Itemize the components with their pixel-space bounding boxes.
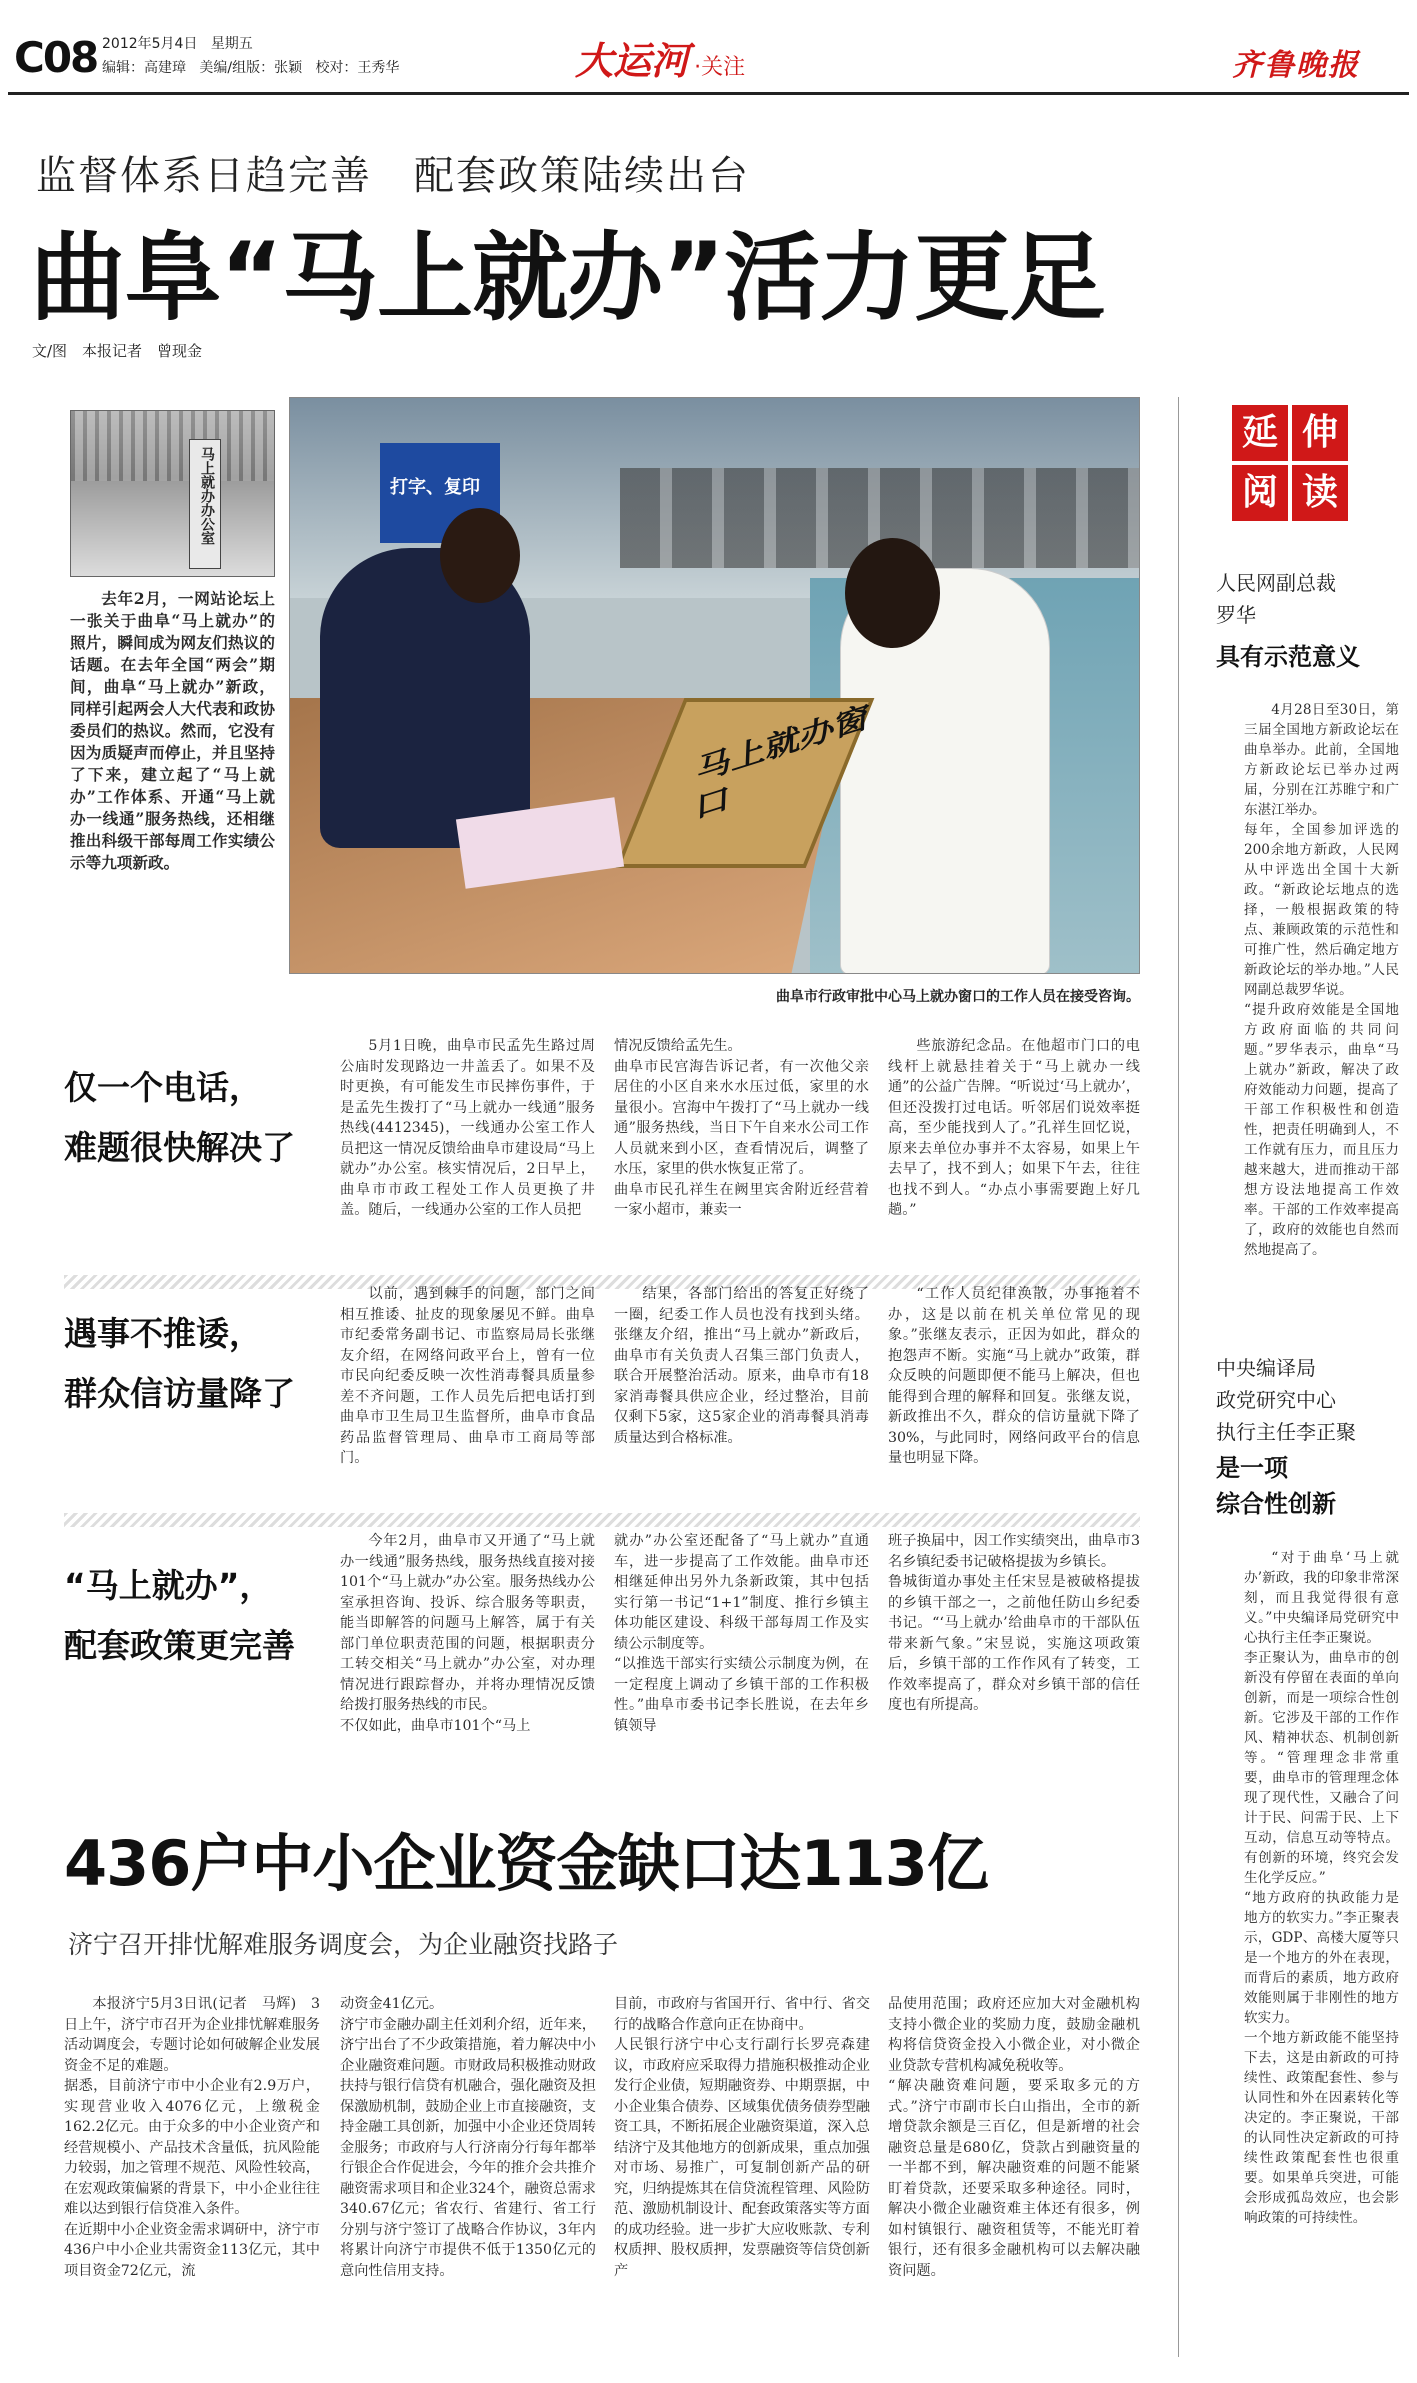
editor-credit: 编辑：高建璋: [102, 60, 186, 76]
section-brand-sub: ·关注: [694, 55, 746, 80]
tag-char-4: 读: [1292, 465, 1348, 521]
lead-intro: 去年2月，一网站论坛上一张关于曲阜“马上就办”的照片，瞬间成为网友们热议的话题。在去年全国“两会”期间，曲阜“马上就办”新政，同样引起两会人大代表和政协委员们的热议。然而，它没有因为质疑声而停止，并且坚持了下来，建立起了“马上就办”工作体系、开通“马上就办一线通”服务热线，还相继推出科级干部每周工作实绩公示等九项新政。: [70, 589, 275, 872]
weekday-text: 星期五: [210, 36, 253, 52]
photo-visitor-head: [845, 538, 940, 648]
section-heading-3: “马上就办”， 配套政策更完善: [64, 1566, 295, 1665]
sidebar-box2-title: 是一项 综合性创新: [1216, 1454, 1336, 1518]
inset-photo-plaque-text: 马上就办办公室: [199, 447, 215, 545]
article2-col-4: 品使用范围；政府还应加大对金融机构支持小微企业的奖励力度，鼓励金融机构将信贷资金投入小微企业，对小微企业贷款专营机构减免税收等。 “解决融资难问题，要采取多元的方式。”济宁市副市长白山指出，全市的新增贷款余额是三百亿，但是新增的社会融资总量是680亿，贷款占到融资量的一半都不到，解决融资难的问题不能紧盯着贷款，还要采取多种途径。同时，解决小微企业融资难主体还有很多，例如村镇银行、融资租赁等，不能光盯着银行，还有很多金融机构可以去解决融资问题。: [888, 1996, 1140, 2279]
article2-col-1: 本报济宁5月3日讯(记者 马辉) 3日上午，济宁市召开为企业排忧解难服务活动调度会，专题讨论如何破解企业发展资金不足的难题。 据悉，目前济宁市中小企业有2.9万户，实现营业收入4076亿元，上缴税金162.2亿元。由于众多的中小企业资产和经营规模小、产品技术含量低，抗风险能力较弱，加之管理不规范、风险性较高，在宏观政策偏紧的背景下，中小企业往往难以达到银行信贷准入条件。 在近期中小企业资金需求调研中，济宁市436户中小企业共需资金113亿元，其中项目资金72亿元，流: [64, 1996, 320, 2279]
section-2-col-1: 以前，遇到棘手的问题，部门之间相互推诿、扯皮的现象屡见不鲜。曲阜市纪委常务副书记、市监察局局长张继友介绍，在网络问政平台上，曾有一位市民向纪委反映一次性消毒餐具质量参差不齐问题，工作人员先后把电话打到曲阜市卫生局卫生监督所，曲阜市食品药品监督管理局、曲阜市工商局等部门。: [340, 1286, 595, 1466]
page-number: C08: [14, 33, 98, 82]
lead-byline: 文/图 本报记者 曾现金: [32, 342, 203, 360]
article2-subhead: 济宁召开排忧解难服务调度会，为企业融资找路子: [68, 1930, 619, 1959]
main-photo: [289, 397, 1140, 974]
sidebar-box1-title: 具有示范意义: [1216, 643, 1360, 671]
section-1-col-1: 5月1日晚，曲阜市民孟先生路过周公庙时发现路边一井盖丢了。如果不及时更换，有可能发生市民摔伤事件，于是孟先生拨打了“马上就办一线通”服务热线(4412345)，一线通办公室工作人员把这一情况反馈给曲阜市建设局“马上就办”办公室。核实情况后，2日早上，曲阜市市政工程处工作人员更换了井盖。随后，一线通办公室的工作人员把: [340, 1038, 595, 1218]
lead-headline: 曲阜“马上就办”活力更足: [30, 222, 1105, 334]
staff-credits: [102, 58, 399, 78]
date-text: 2012年5月4日: [102, 36, 198, 52]
section-divider-2: [64, 1513, 1140, 1527]
photo-sign-text: 马上就办窗口: [694, 697, 871, 827]
article2-col-3: 目前，市政府与省国开行、省中行、省交行的战略合作意向正在协商中。 人民银行济宁中心支行副行长罗亮森建议，市政府应采取得力措施积极推动企业发行企业债，短期融资券、中期票据，中小企业集合债券、区域集优债务债券型融资工具，不断拓展企业融资渠道，深入总结济宁及其他地方的创新成果，重点加强对市场、易推广，可复制创新产品的研究，归纳提炼其在信贷流程管理、风险防范、激励机制设计、配套政策落实等方面的成功经验。进一步扩大应收账款、专利权质押、股权质押，发票融资等信贷创新产: [614, 1996, 870, 2279]
section-3-col-1: 今年2月，曲阜市又开通了“马上就办一线通”服务热线，服务热线直接对接101个“马上就办”办公室。服务热线办公室承担咨询、投诉、综合服务等职责，能当即解答的问题马上解答，属于有关部门单位职责范围的问题，根据职责分工转交相关“马上就办”办公室，对办理情况进行跟踪督办，并将办理情况反馈给拨打服务热线的市民。 不仅如此，曲阜市101个“马上: [340, 1533, 595, 1734]
section-brand: [575, 30, 745, 85]
sidebar-box1-body: 4月28日至30日，第三届全国地方新政论坛在曲阜举办。此前，全国地方新政论坛已举办过两届，分别在江苏睢宁和广东湛江举办。 每年，全国参加评选的200余地方新政，人民网从中评选出全国十大新政。“新政论坛地点的选择，一般根据政策的特点、兼顾政策的示范性和可推广性，然后确定地方新政论坛的举办地。”人民网副总裁罗华说。 “提升政府效能是全国地方政府面临的共同问题。”罗华表示，曲阜“马上就办”新政，解决了政府效能动力问题，提高了干部工作积极性和创造性，把责任明确到人，不工作就有压力，而且压力越来越大，进而推动干部想方设法地提高工作效率。干部的工作效率提高了，政府的效能也自然而然地提高了。: [1244, 702, 1399, 1258]
section-3-col-2: 就办”办公室还配备了“马上就办”直通车，进一步提高了工作效能。曲阜市还相继延伸出另外九条新政策，其中包括实行第一书记“1+1”制度、推行乡镇主体功能区建设、科级干部每周工作及实绩公示制度等。 “以推选干部实行实绩公示制度为例，在一定程度上调动了乡镇干部的工作积极性。”曲阜市委书记李长胜说，在去年乡镇领导: [614, 1533, 869, 1734]
sidebar-box1-org: 人民网副总裁: [1216, 571, 1336, 595]
sidebar-box2-body: “对于曲阜‘马上就办’新政，我的印象非常深刻，而且我觉得很有意义。”中央编译局党研究中心执行主任李正聚说。 李正聚认为，曲阜市的创新没有停留在表面的单向创新，而是一项综合性创新。它涉及干部的工作作风、精神状态、机制创新等。“管理理念非常重要，曲阜市的管理理念体现了现代性，又融合了问计于民、问需于民、上下互动，信息互动等特点。有创新的环境，终究会发生化学反应。” “地方政府的执政能力是地方的软实力。”李正聚表示，GDP、高楼大厦等只是一个地方的外在表现，而背后的素质，地方政府效能则属于非刚性的地方软实力。 一个地方新政能不能坚持下去，这是由新政的可持续性、政策配套性、参与认同性和外在因素转化等决定的。李正聚说，干部的认同性决定新政的可持续性政策配套性也很重要。如果单兵突进，可能会形成孤岛效应，也会影响政策的可持续性。: [1244, 1550, 1399, 2226]
section-heading-1: 仅一个电话， 难题很快解决了: [64, 1068, 295, 1167]
section-1-col-2: 情况反馈给孟先生。 曲阜市民宫海告诉记者，有一次他父亲居住的小区自来水水压过低，家里的水量很小。宫海中午拨打了“马上就办一线通”服务热线，当日下午自来水公司工作人员就来到小区，查看情况后，调整了水压，家里的供水恢复正常了。 曲阜市民孔祥生在阙里宾舍附近经营着一家小超市，兼卖一: [614, 1038, 869, 1218]
lead-kicker: 监督体系日趋完善 配套政策陆续出台: [36, 153, 750, 199]
section-3-col-3: 班子换届中，因工作实绩突出，曲阜市3名乡镇纪委书记破格提拔为乡镇长。 鲁城街道办事处主任宋昱是被破格提拔的乡镇干部之一，之前他任防山乡纪委书记。“‘马上就办’给曲阜市的干部队伍带来新气象。”宋昱说，实施这项政策后，乡镇干部的工作作风有了转变，工作效率提高了，群众对乡镇干部的信任度也有所提高。: [888, 1533, 1140, 1713]
proof-credit: 校对：王秀华: [315, 60, 400, 76]
tag-char-3: 阅: [1232, 465, 1288, 521]
section-2-col-3: “工作人员纪律涣散，办事拖着不办，这是以前在机关单位常见的现象。”张继友表示，正因为如此，群众的抱怨声不断。实施“马上就办”政策，群众反映的问题即便不能马上解决，但也能得到合理的解释和回复。张继友说，新政推出不久，群众的信访量就下降了30%，与此同时，网络问政平台的信息量也明显下降。: [888, 1286, 1140, 1466]
photo-clerk-head: [440, 508, 520, 603]
section-brand-name: 大运河: [575, 38, 690, 83]
photo-board-text: 打字、复印: [390, 477, 480, 498]
sidebar-box2-org: 中央编译局 政党研究中心 执行主任李正聚: [1216, 1356, 1356, 1444]
section-2-col-2: 结果，各部门给出的答复正好绕了一圈，纪委工作人员也没有找到头绪。张继友介绍，推出“马上就办”新政后，曲阜市有关负责人召集三部门负责人，联合开展整治活动。原来，曲阜市有18家消毒餐具供应企业，经过整治，目前仅剩下5家，这5家企业的消毒餐具消毒质量达到合格标准。: [614, 1286, 869, 1446]
photo-caption: 曲阜市行政审批中心马上就办窗口的工作人员在接受咨询。: [776, 989, 1140, 1005]
inset-photo-ceiling: [71, 411, 275, 481]
inset-photo: [70, 410, 275, 577]
page-header: [0, 0, 1417, 90]
sidebar-box1-name: 罗华: [1216, 603, 1256, 627]
sidebar-rule: [1178, 397, 1179, 2357]
tag-char-1: 延: [1232, 405, 1288, 461]
header-rule: [8, 92, 1409, 95]
article2-headline: 436户中小企业资金缺口达113亿: [64, 1827, 988, 1900]
issue-date: [102, 34, 253, 54]
section-1-col-3: 些旅游纪念品。在他超市门口的电线杆上就悬挂着关于“马上就办一线通”的公益广告牌。“听说过‘马上就办’，但还没拨打过电话。听邻居们说效率挺高，至少能找到人了。”孔祥生回忆说，原来去单位办事并不太容易，如果上午去早了，找不到人；如果下午去，往往也找不到人。“办点小事需要跑上好几趟。”: [888, 1038, 1140, 1218]
section-heading-2: 遇事不推诿， 群众信访量降了: [64, 1314, 295, 1413]
tag-char-2: 伸: [1292, 405, 1348, 461]
sidebar-tag: [1232, 405, 1348, 523]
article2-col-2: 动资金41亿元。 济宁市金融办副主任刘利介绍，近年来，济宁出台了不少政策措施，着力解决中小企业融资难问题。市财政局积极推动财政扶持与银行信贷有机融合，强化融资及担保激励机制，鼓励企业上市直接融资，支持金融工具创新，加强中小企业还贷周转金服务；市政府与人行济南分行每年都举行银企合作促进会，今年的推介会共推介融资需求项目和企业324个，融资总需求340.67亿元；省农行、省建行、省工行分别与济宁签订了战略合作协议，3年内将累计向济宁市提供不低于1350亿元的意向性信用支持。: [340, 1996, 596, 2279]
paper-logo: 齐鲁晚报: [1232, 48, 1360, 83]
designer-credit: 美编/组版：张颖: [199, 60, 303, 76]
